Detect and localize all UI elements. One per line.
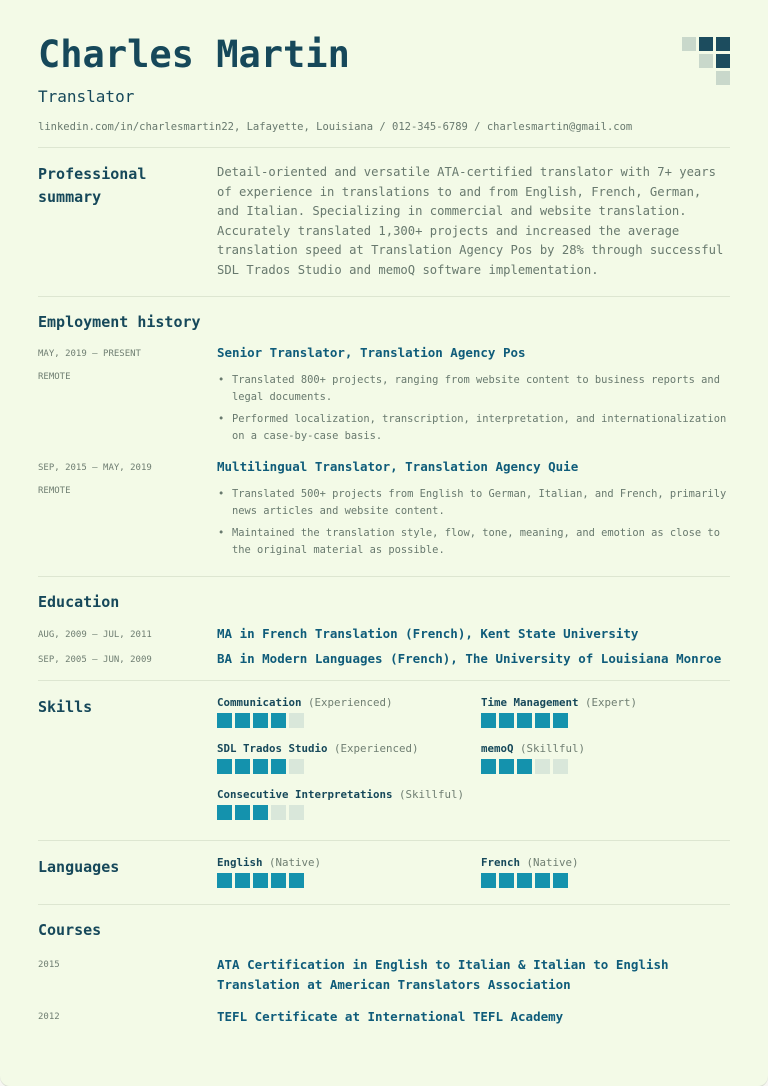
skill-item xyxy=(481,696,730,728)
education-heading: Education xyxy=(38,593,120,612)
section-label-column xyxy=(38,856,217,888)
skill-level-text: (Skillful) xyxy=(399,788,465,802)
level-square xyxy=(253,805,268,820)
brand-logo-icon xyxy=(682,37,730,85)
education-details xyxy=(217,650,730,668)
education-meta xyxy=(38,650,217,668)
skills-grid xyxy=(217,696,730,820)
person-name: Charles Martin xyxy=(38,33,350,76)
level-square xyxy=(517,713,532,728)
level-square xyxy=(289,713,304,728)
level-square xyxy=(235,873,250,888)
section-languages xyxy=(38,840,730,904)
skill-name: SDL Trados Studio xyxy=(217,742,328,756)
education-meta xyxy=(38,625,217,643)
skill-label xyxy=(217,742,481,755)
job-title: Senior Translator, Translation Agency Pos xyxy=(217,345,526,361)
job-bullet: • Translated 500+ projects from English to German, Italian, and French, primarily news articles and website content. xyxy=(217,486,730,519)
section-content-column xyxy=(217,163,730,280)
level-square xyxy=(253,713,268,728)
summary-text: Detail-oriented and versatile ATA-certified translator with 7+ years of experience in translations to and from English, French, German, and Italian. Specializing in commercial and website translation. Accurately translated 1,300+ projects and increased the average translation speed at Translation Agency Pos by 28% through successful SDL Trados Studio and memoQ software implementation. xyxy=(217,165,724,277)
skill-level-text: (Experienced) xyxy=(334,742,419,756)
language-name: French xyxy=(481,856,521,870)
job-details xyxy=(217,458,730,564)
job-entry xyxy=(38,344,730,450)
level-square xyxy=(499,873,514,888)
language-item xyxy=(217,856,481,888)
education-degree: MA in French Translation (French), Kent State University xyxy=(217,626,639,642)
course-title: TEFL Certificate at International TEFL Academy xyxy=(217,1009,564,1025)
skill-name: memoQ xyxy=(481,742,514,756)
level-square xyxy=(481,759,496,774)
skill-name: Time Management xyxy=(481,696,579,710)
level-square xyxy=(553,713,568,728)
level-square xyxy=(517,759,532,774)
education-details xyxy=(217,625,730,643)
logo-cell xyxy=(716,54,730,68)
logo-cell xyxy=(699,54,713,68)
job-location: REMOTE xyxy=(38,486,71,497)
job-title: Multilingual Translator, Translation Agency Quie xyxy=(217,459,579,475)
job-bullet-list xyxy=(217,372,730,444)
skill-level-bar xyxy=(481,759,730,774)
logo-cell xyxy=(699,37,713,51)
course-meta xyxy=(38,955,217,995)
level-square xyxy=(481,873,496,888)
skill-level-bar xyxy=(217,759,481,774)
section-education xyxy=(38,576,730,680)
skills-heading: Skills xyxy=(38,698,93,717)
logo-cell xyxy=(682,54,696,68)
course-entry xyxy=(38,1007,730,1027)
language-item xyxy=(481,856,730,888)
section-label-column xyxy=(38,163,217,280)
skill-label xyxy=(481,742,730,755)
level-square xyxy=(535,713,550,728)
education-dates: SEP, 2005 – JUN, 2009 xyxy=(38,655,152,666)
language-level-text: (Native) xyxy=(269,856,322,870)
course-meta xyxy=(38,1007,217,1027)
courses-heading: Courses xyxy=(38,921,102,940)
course-details xyxy=(217,955,730,995)
skill-item xyxy=(217,696,481,728)
level-square xyxy=(289,805,304,820)
resume-header xyxy=(38,0,730,147)
contact-line: linkedin.com/in/charlesmartin22, Lafayette, Louisiana / 012-345-6789 / charlesmartin@gmail.com xyxy=(38,120,633,133)
level-square xyxy=(553,759,568,774)
skill-name: Consecutive Interpretations xyxy=(217,788,393,802)
language-label xyxy=(481,856,730,869)
level-square xyxy=(217,759,232,774)
course-title: ATA Certification in English to Italian & Italian to English Translation at American Translators Association xyxy=(217,957,669,993)
level-square xyxy=(535,759,550,774)
level-square xyxy=(553,873,568,888)
section-employment-history xyxy=(38,296,730,576)
course-year: 2015 xyxy=(38,960,60,971)
language-level-bar xyxy=(217,873,481,888)
skill-name: Communication xyxy=(217,696,302,710)
job-bullet-list xyxy=(217,486,730,558)
employment-heading: Employment history xyxy=(38,313,201,332)
job-bullet: • Translated 800+ projects, ranging from website content to business reports and legal documents. xyxy=(217,372,730,405)
level-square xyxy=(217,713,232,728)
job-location: REMOTE xyxy=(38,372,71,383)
level-square xyxy=(235,805,250,820)
level-square xyxy=(253,873,268,888)
job-bullet: • Performed localization, transcription, interpretation, and internationalization on a case-by-case basis. xyxy=(217,411,730,444)
level-square xyxy=(271,873,286,888)
job-meta xyxy=(38,344,217,450)
skill-item xyxy=(217,788,481,820)
level-square xyxy=(217,805,232,820)
level-square xyxy=(217,873,232,888)
education-degree: BA in Modern Languages (French), The University of Louisiana Monroe xyxy=(217,651,722,667)
section-skills xyxy=(38,680,730,840)
skill-level-text: (Experienced) xyxy=(308,696,393,710)
job-details xyxy=(217,344,730,450)
logo-cell xyxy=(699,71,713,85)
level-square xyxy=(499,759,514,774)
skill-item xyxy=(217,742,481,774)
job-meta xyxy=(38,458,217,564)
section-label-column xyxy=(38,696,217,820)
level-square xyxy=(289,759,304,774)
languages-heading: Languages xyxy=(38,858,120,877)
skill-level-bar xyxy=(217,713,481,728)
course-entry xyxy=(38,955,730,995)
education-entry xyxy=(38,650,730,668)
logo-cell xyxy=(682,71,696,85)
level-square xyxy=(517,873,532,888)
job-dates: SEP, 2015 – MAY, 2019 xyxy=(38,463,152,474)
level-square xyxy=(289,873,304,888)
language-label xyxy=(217,856,481,869)
level-square xyxy=(271,805,286,820)
level-square xyxy=(535,873,550,888)
section-professional-summary xyxy=(38,147,730,296)
job-bullet: • Maintained the translation style, flow, tone, meaning, and emotion as close to the original material as possible. xyxy=(217,525,730,558)
skill-label xyxy=(481,696,730,709)
languages-grid xyxy=(217,856,730,888)
job-entry xyxy=(38,458,730,564)
skill-label xyxy=(217,788,481,801)
skill-label xyxy=(217,696,481,709)
education-entry xyxy=(38,625,730,643)
level-square xyxy=(253,759,268,774)
skill-level-text: (Expert) xyxy=(585,696,638,710)
section-courses xyxy=(38,904,730,1043)
logo-cell xyxy=(716,37,730,51)
language-level-bar xyxy=(481,873,730,888)
person-job-title: Translator xyxy=(38,86,135,106)
level-square xyxy=(271,759,286,774)
language-name: English xyxy=(217,856,263,870)
education-dates: AUG, 2009 – JUL, 2011 xyxy=(38,630,152,641)
summary-heading: Professional summary xyxy=(38,165,147,207)
skill-level-bar xyxy=(217,805,481,820)
logo-cell xyxy=(682,37,696,51)
language-level-text: (Native) xyxy=(526,856,579,870)
level-square xyxy=(235,713,250,728)
level-square xyxy=(499,713,514,728)
skill-item xyxy=(481,742,730,774)
level-square xyxy=(481,713,496,728)
level-square xyxy=(271,713,286,728)
skill-level-text: (Skillful) xyxy=(520,742,586,756)
logo-cell xyxy=(716,71,730,85)
course-details xyxy=(217,1007,730,1027)
course-year: 2012 xyxy=(38,1012,60,1023)
skill-level-bar xyxy=(481,713,730,728)
level-square xyxy=(235,759,250,774)
job-dates: MAY, 2019 – PRESENT xyxy=(38,349,141,360)
